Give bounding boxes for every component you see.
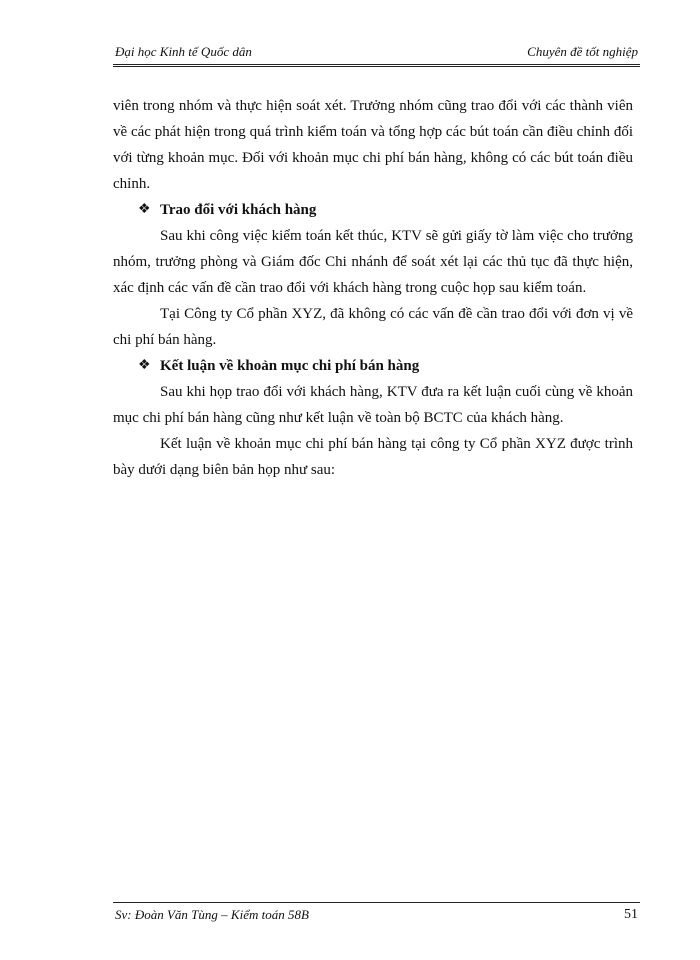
section-heading [113,353,633,379]
header-university: Đại học Kinh tế Quốc dân [115,44,252,59]
page-body [113,93,633,483]
paragraph: Tại Công ty Cổ phần XYZ, đã không có các vấn đề cần trao đổi với đơn vị về chi phí bán hàng. [113,306,633,348]
paragraph: Kết luận về khoản mục chi phí bán hàng tại công ty Cổ phần XYZ được trình bày dưới dạng biên bản họp như sau: [113,436,633,478]
page-footer [113,902,640,927]
diamond-bullet-icon: ❖ [138,358,151,373]
section-heading-text: Trao đổi với khách hàng [160,202,317,218]
paragraph: Sau khi họp trao đổi với khách hàng, KTV đưa ra kết luận cuối cùng về khoản mục chi phí bán hàng cũng như kết luận về toàn bộ BCTC của khách hàng. [113,384,633,426]
paragraph: viên trong nhóm và thực hiện soát xét. Trưởng nhóm cũng trao đổi với các thành viên về các phát hiện trong quá trình kiểm toán và tổng hợp các bút toán cần điều chỉnh đối với từng khoản mục. Đối với khoản mục chi phí bán hàng, không có các bút toán điều chỉnh. [113,98,633,192]
section-heading-text: Kết luận về khoản mục chi phí bán hàng [160,358,420,374]
diamond-bullet-icon: ❖ [138,202,151,217]
header-document-type: Chuyên đề tốt nghiệp [527,44,638,59]
page-number: 51 [624,907,638,922]
section-heading [113,197,633,223]
paragraph: Sau khi công việc kiểm toán kết thúc, KTV sẽ gửi giấy tờ làm việc cho trưởng nhóm, trưởng phòng và Giám đốc Chi nhánh để soát xét lại các thủ tục đã thực hiện, xác định các vấn đề cần trao đổi với khách hàng trong cuộc họp sau kiểm toán. [113,228,633,296]
page-header [113,42,640,67]
footer-author: Sv: Đoàn Văn Tùng – Kiểm toán 58B [115,907,309,922]
